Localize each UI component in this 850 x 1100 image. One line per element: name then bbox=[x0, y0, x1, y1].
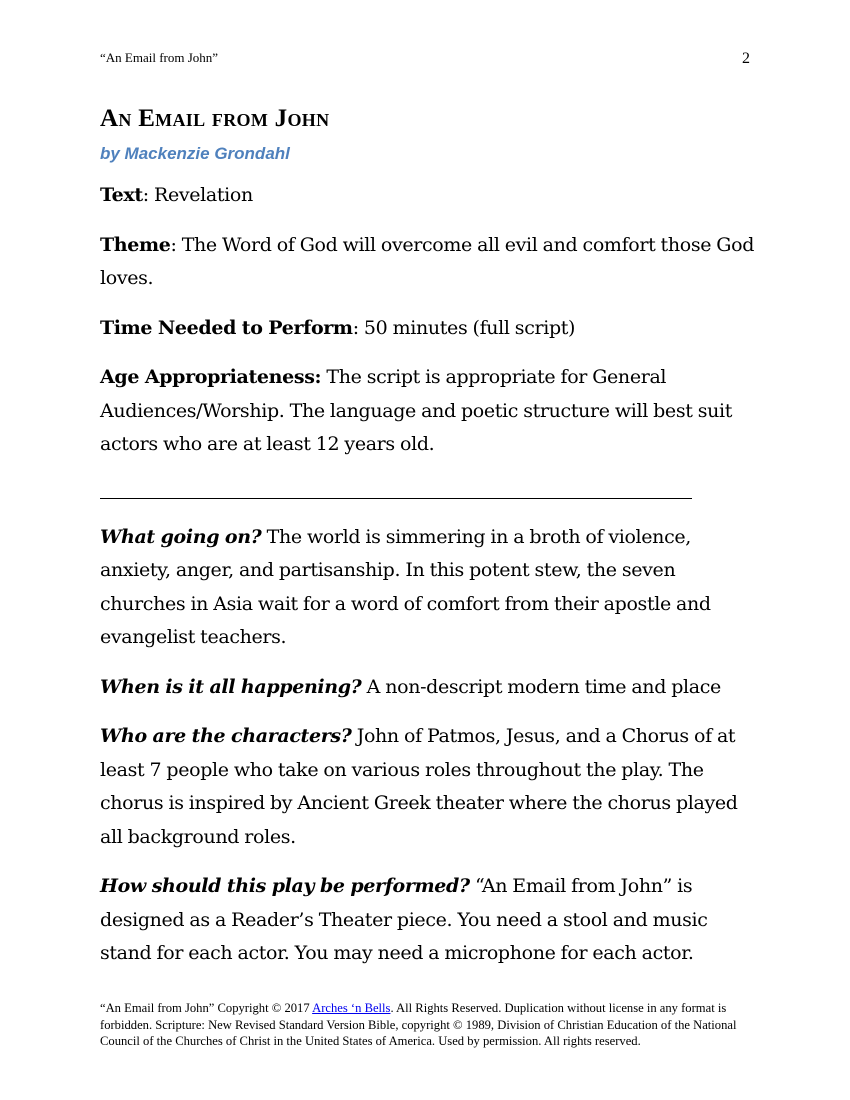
question-answer: John of Patmos, Jesus, and a Chorus of at least 7 people who take on various roles throughout the play. The chorus is inspired by Ancient Greek theater where the chorus played all background roles. bbox=[100, 725, 738, 848]
question-label: Who are the characters? bbox=[100, 725, 352, 747]
footer-text: . All Rights Reserved. Duplication without license in any format is forbidden. Scripture: New Revised Standard Version Bible, copyright © 1989, Division of Christian Education of the National Council of the Churches of Christ in the United States of America. Used by permission. All rights reserved. bbox=[100, 1001, 737, 1048]
field-theme bbox=[100, 229, 756, 296]
field-text bbox=[100, 179, 756, 213]
document-title: An Email from John bbox=[100, 105, 330, 132]
field-value: : 50 minutes (full script) bbox=[352, 316, 576, 339]
field-value: : Revelation bbox=[142, 184, 253, 206]
question-label: How should this play be performed? bbox=[100, 875, 470, 897]
field-value: : The Word of God will overcome all evil and comfort those God loves. bbox=[100, 233, 755, 289]
question-paragraph bbox=[100, 870, 756, 971]
running-header: “An Email from John” bbox=[100, 50, 219, 65]
arches-n-bells-link[interactable]: Arches ‘n Bells bbox=[312, 1001, 391, 1015]
field-label: Theme bbox=[100, 233, 171, 256]
footer-text: “An Email from John” Copyright © 2017 bbox=[100, 1001, 313, 1015]
field-time-needed bbox=[100, 312, 756, 346]
field-label: Time Needed to Perform bbox=[100, 316, 353, 339]
copyright-footer bbox=[100, 1000, 750, 1050]
author-byline: by Mackenzie Grondahl bbox=[100, 144, 290, 163]
field-age-appropriateness bbox=[100, 361, 756, 462]
question-label: What going on? bbox=[100, 525, 262, 548]
question-paragraph bbox=[100, 671, 756, 705]
question-answer: A non-descript modern time and place bbox=[361, 675, 721, 698]
question-answer: “An Email from John” is designed as a Reader’s Theater piece. You need a stool and music stand for each actor. You may need a microphone for each actor. bbox=[100, 875, 708, 964]
question-label: When is it all happening? bbox=[100, 675, 362, 698]
question-answer: The world is simmering in a broth of violence, anxiety, anger, and partisanship. In this potent stew, the seven churches in Asia wait for a word of comfort from their apostle and evangelist teachers. bbox=[100, 525, 711, 648]
field-value: The script is appropriate for General Audiences/Worship. The language and poetic structure will best suit actors who are at least 12 years old. bbox=[100, 366, 732, 455]
horizontal-rule bbox=[100, 484, 692, 499]
field-label: Text bbox=[100, 184, 143, 206]
page-number: 2 bbox=[742, 50, 750, 67]
document-body bbox=[100, 102, 756, 971]
question-paragraph bbox=[100, 521, 756, 655]
question-paragraph bbox=[100, 720, 756, 854]
field-label: Age Appropriateness: bbox=[100, 366, 322, 388]
